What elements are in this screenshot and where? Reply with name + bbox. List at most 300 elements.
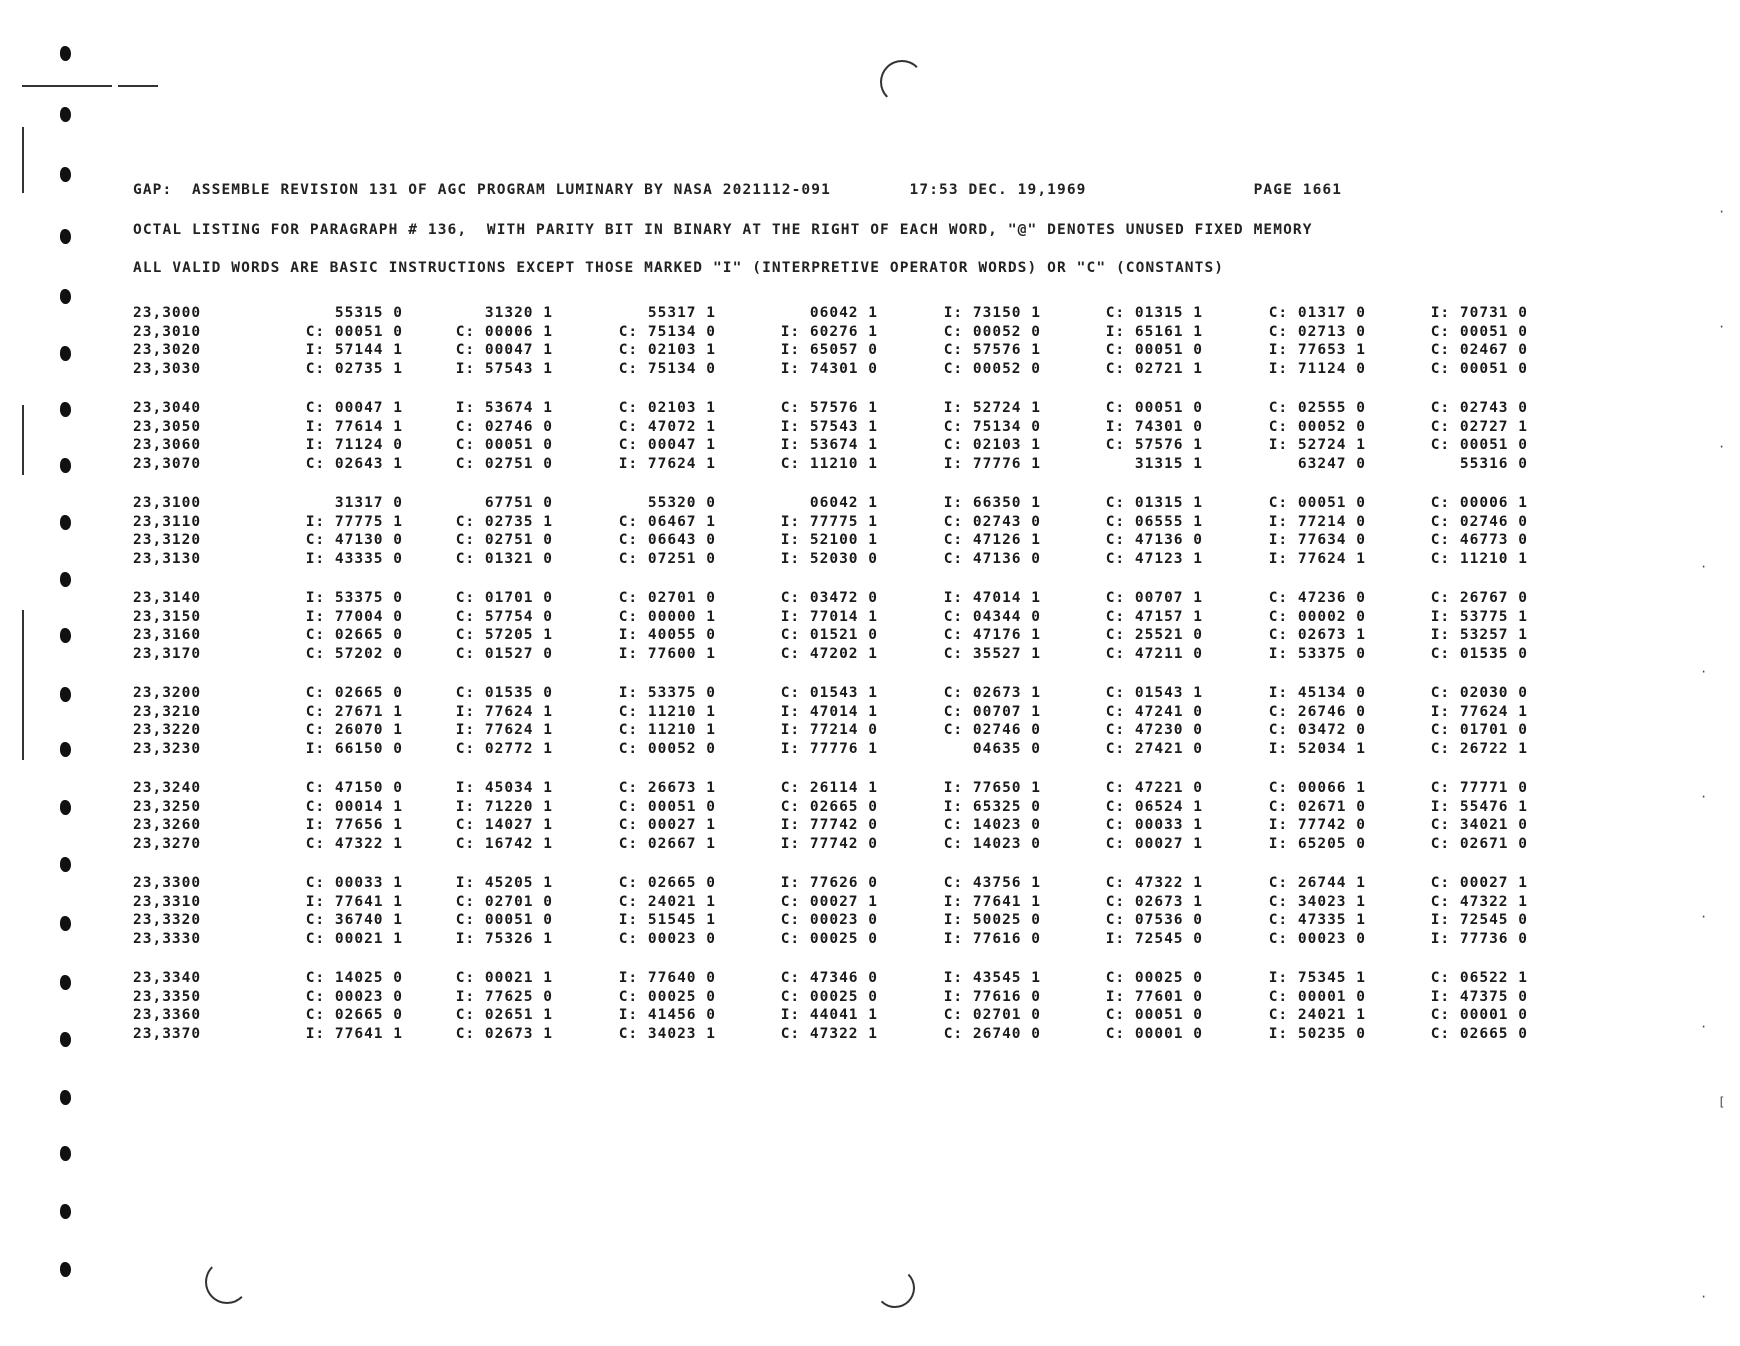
octal-word: C: 47136 0 (943, 550, 1041, 567)
octal-word: C: 24021 1 (618, 893, 716, 910)
octal-word: I: 53375 0 (618, 685, 716, 701)
octal-word: C: 47322 1 (1430, 893, 1528, 910)
octal-word: C: 46773 0 (1430, 532, 1528, 548)
octal-word: C: 36740 1 (305, 912, 403, 928)
octal-word: C: 01315 1 (1105, 495, 1203, 511)
binder-hole-icon (60, 229, 71, 244)
octal-word: C: 00051 0 (455, 437, 553, 453)
octal-word: C: 00027 1 (1105, 835, 1203, 852)
octal-word: I: 77624 1 (455, 722, 553, 738)
octal-word: C: 47157 1 (1105, 608, 1203, 625)
octal-word: C: 24021 1 (1268, 1007, 1366, 1023)
octal-word: C: 47211 0 (1105, 645, 1203, 662)
octal-word: 55320 0 (647, 495, 716, 511)
row-address: 23,3150 (133, 608, 202, 625)
octal-word: I: 53674 1 (455, 400, 553, 416)
margin-speck: · (1700, 665, 1708, 679)
octal-word: C: 26114 1 (780, 780, 878, 796)
octal-word: C: 01535 0 (455, 685, 553, 701)
octal-word: C: 43756 1 (943, 875, 1041, 891)
octal-word: I: 77653 1 (1268, 342, 1366, 358)
octal-word: I: 53375 0 (305, 590, 403, 606)
row-address: 23,3000 (133, 305, 202, 321)
octal-word: C: 47346 0 (780, 970, 878, 986)
octal-word: C: 26744 1 (1268, 875, 1366, 891)
row-address: 23,3140 (133, 590, 202, 606)
binder-hole-icon (60, 515, 71, 530)
octal-word: I: 40055 0 (618, 627, 716, 643)
octal-word: C: 00025 0 (618, 988, 716, 1005)
octal-word: I: 77775 1 (780, 513, 878, 530)
octal-word: I: 77656 1 (305, 817, 403, 833)
octal-word: I: 77614 1 (305, 418, 403, 435)
octal-word: C: 02665 0 (305, 685, 403, 701)
octal-word: I: 44041 1 (780, 1007, 878, 1023)
row-address: 23,3200 (133, 685, 202, 701)
octal-word: I: 77742 0 (780, 835, 878, 852)
octal-word: C: 35527 1 (943, 645, 1041, 662)
octal-word: C: 02643 1 (305, 455, 403, 472)
octal-word: C: 00006 1 (1430, 495, 1528, 511)
octal-word: C: 16742 1 (455, 835, 553, 852)
scan-arc (875, 1268, 915, 1308)
octal-word: I: 77641 1 (943, 893, 1041, 910)
octal-word: I: 53674 1 (780, 437, 878, 453)
octal-word: C: 26746 0 (1268, 703, 1366, 720)
margin-speck: · (1700, 910, 1708, 924)
octal-word: C: 04344 0 (943, 608, 1041, 625)
octal-word: C: 25521 0 (1105, 627, 1203, 643)
octal-word: C: 27671 1 (305, 703, 403, 720)
octal-word: 31317 0 (334, 495, 403, 511)
octal-word: C: 75134 0 (943, 418, 1041, 435)
octal-word: I: 77641 1 (305, 893, 403, 910)
binder-hole-icon (60, 742, 71, 757)
octal-word: I: 77624 1 (618, 455, 716, 472)
octal-word: C: 47123 1 (1105, 550, 1203, 567)
octal-word: I: 50235 0 (1268, 1025, 1366, 1042)
binder-hole-icon (60, 687, 71, 702)
octal-word: C: 00021 1 (455, 970, 553, 986)
octal-word: C: 00707 1 (1105, 590, 1203, 606)
margin-speck: · (1718, 205, 1726, 219)
octal-word: C: 02467 0 (1430, 342, 1528, 358)
octal-word: I: 47014 1 (780, 703, 878, 720)
octal-word: I: 77624 1 (455, 703, 553, 720)
octal-word: I: 73150 1 (943, 305, 1041, 321)
octal-word: C: 11210 1 (780, 455, 878, 472)
octal-word: I: 77625 0 (455, 988, 553, 1005)
octal-word: C: 02665 0 (305, 627, 403, 643)
octal-word: I: 72545 0 (1430, 912, 1528, 928)
octal-word: C: 47221 0 (1105, 780, 1203, 796)
octal-word: C: 47072 1 (618, 418, 716, 435)
binder-hole-icon (60, 458, 71, 473)
octal-word: C: 02772 1 (455, 740, 553, 757)
row-address: 23,3320 (133, 912, 202, 928)
octal-word: I: 53257 1 (1430, 627, 1528, 643)
octal-word: C: 07251 0 (618, 550, 716, 567)
octal-word: I: 66350 1 (943, 495, 1041, 511)
octal-word: C: 75134 0 (618, 360, 716, 377)
octal-word: C: 02665 0 (305, 1007, 403, 1023)
octal-word: C: 14025 0 (305, 970, 403, 986)
octal-word: C: 02746 0 (455, 418, 553, 435)
octal-word: I: 77776 1 (943, 455, 1041, 472)
octal-word: I: 41456 0 (618, 1007, 716, 1023)
octal-word: C: 00000 1 (618, 608, 716, 625)
octal-word: C: 47322 1 (780, 1025, 878, 1042)
octal-word: C: 02103 1 (943, 437, 1041, 453)
octal-word: I: 77775 1 (305, 513, 403, 530)
octal-word: C: 02673 1 (943, 685, 1041, 701)
octal-word: I: 57543 1 (780, 418, 878, 435)
octal-word: C: 03472 0 (780, 590, 878, 606)
octal-word: C: 00066 1 (1268, 780, 1366, 796)
octal-word: I: 74301 0 (780, 360, 878, 377)
octal-word: C: 47176 1 (943, 627, 1041, 643)
row-address: 23,3030 (133, 360, 202, 377)
octal-word: I: 77616 0 (943, 930, 1041, 947)
octal-word: C: 01527 0 (455, 645, 553, 662)
octal-word: C: 02743 0 (1430, 400, 1528, 416)
octal-word: C: 00027 1 (1430, 875, 1528, 891)
octal-word: 63247 0 (1297, 455, 1366, 472)
octal-word: C: 77771 0 (1430, 780, 1528, 796)
octal-word: C: 00033 1 (1105, 817, 1203, 833)
octal-word: I: 43335 0 (305, 550, 403, 567)
octal-word: C: 00051 0 (305, 323, 403, 340)
binder-hole-icon (60, 1204, 71, 1219)
octal-word: C: 00051 0 (1105, 1007, 1203, 1023)
octal-word: C: 02713 0 (1268, 323, 1366, 340)
listing-title-line: GAP: ASSEMBLE REVISION 131 OF AGC PROGRAM LUMINARY BY NASA 2021112-091 17:53 DEC. 19,1969 PAGE 1661 (133, 182, 1343, 198)
listing-legend-line: ALL VALID WORDS ARE BASIC INSTRUCTIONS EXCEPT THOSE MARKED "I" (INTERPRETIVE OPERATOR WORDS) OR "C" (CONSTANTS) (133, 260, 1225, 276)
octal-word: C: 14023 0 (943, 835, 1041, 852)
octal-word: I: 77014 1 (780, 608, 878, 625)
octal-word: C: 34021 0 (1430, 817, 1528, 833)
octal-word: C: 02665 0 (780, 798, 878, 815)
octal-word: I: 77640 0 (618, 970, 716, 986)
octal-word: C: 57202 0 (305, 645, 403, 662)
binder-hole-icon (60, 167, 71, 182)
octal-word: C: 00023 0 (305, 988, 403, 1005)
octal-word: I: 71124 0 (1268, 360, 1366, 377)
octal-word: C: 02746 0 (943, 722, 1041, 738)
octal-word: 55316 0 (1459, 455, 1528, 472)
octal-word: I: 43545 1 (943, 970, 1041, 986)
row-address: 23,3230 (133, 740, 202, 757)
row-address: 23,3330 (133, 930, 202, 947)
octal-word: C: 00051 0 (1105, 342, 1203, 358)
octal-word: C: 02667 1 (618, 835, 716, 852)
octal-word: I: 45205 1 (455, 875, 553, 891)
binder-hole-strip (52, 40, 82, 1340)
octal-word: C: 00025 0 (780, 930, 878, 947)
binder-hole-icon (60, 857, 71, 872)
octal-word: C: 57576 1 (943, 342, 1041, 358)
octal-word: C: 02673 1 (1105, 893, 1203, 910)
octal-word: C: 02735 1 (305, 360, 403, 377)
octal-word: C: 00051 0 (1430, 323, 1528, 340)
margin-scratch (118, 85, 158, 87)
octal-word: I: 47014 1 (943, 590, 1041, 606)
octal-word: C: 47241 0 (1105, 703, 1203, 720)
octal-word: C: 02746 0 (1430, 513, 1528, 530)
octal-word: C: 00001 0 (1105, 1025, 1203, 1042)
octal-word: C: 47335 1 (1268, 912, 1366, 928)
octal-word: C: 00033 1 (305, 875, 403, 891)
octal-word: C: 02103 1 (618, 400, 716, 416)
row-address: 23,3040 (133, 400, 202, 416)
octal-word: C: 02671 0 (1268, 798, 1366, 815)
binder-hole-icon (60, 289, 71, 304)
binder-hole-icon (60, 402, 71, 417)
octal-word: I: 52724 1 (943, 400, 1041, 416)
row-address: 23,3130 (133, 550, 202, 567)
octal-word: C: 01521 0 (780, 627, 878, 643)
octal-word: 31320 1 (484, 305, 553, 321)
octal-word: I: 77214 0 (780, 722, 878, 738)
octal-word: C: 11210 1 (618, 722, 716, 738)
octal-word: I: 52034 1 (1268, 740, 1366, 757)
octal-word: I: 77624 1 (1268, 550, 1366, 567)
margin-scratch (22, 85, 112, 87)
binder-hole-icon (60, 1032, 71, 1047)
octal-word: I: 66150 0 (305, 740, 403, 757)
octal-word: I: 77616 0 (943, 988, 1041, 1005)
margin-line (22, 405, 24, 475)
octal-word: 67751 0 (484, 495, 553, 511)
octal-word: C: 26722 1 (1430, 740, 1528, 757)
octal-word: I: 60276 1 (780, 323, 878, 340)
octal-word: C: 06467 1 (618, 513, 716, 530)
octal-word: I: 52030 0 (780, 550, 878, 567)
octal-word: C: 02751 0 (455, 455, 553, 472)
octal-word: I: 77641 1 (305, 1025, 403, 1042)
octal-word: I: 52724 1 (1268, 437, 1366, 453)
octal-word: C: 01543 1 (780, 685, 878, 701)
octal-word: C: 26740 0 (943, 1025, 1041, 1042)
octal-word: I: 65057 0 (780, 342, 878, 358)
row-address: 23,3340 (133, 970, 202, 986)
octal-word: C: 47236 0 (1268, 590, 1366, 606)
binder-hole-icon (60, 1090, 71, 1105)
octal-word: C: 02671 0 (1430, 835, 1528, 852)
binder-hole-icon (60, 1146, 71, 1161)
octal-word: 55315 0 (334, 305, 403, 321)
octal-word: C: 07536 0 (1105, 912, 1203, 928)
scan-arc (880, 60, 924, 104)
octal-word: I: 65161 1 (1105, 323, 1203, 340)
octal-word: C: 34023 1 (1268, 893, 1366, 910)
binder-hole-icon (60, 346, 71, 361)
octal-word: I: 70731 0 (1430, 305, 1528, 321)
octal-word: C: 00027 1 (618, 817, 716, 833)
octal-word: C: 47136 0 (1105, 532, 1203, 548)
octal-word: C: 00047 1 (455, 342, 553, 358)
octal-word: I: 77634 0 (1268, 532, 1366, 548)
margin-speck: [ (1718, 1095, 1726, 1109)
row-address: 23,3160 (133, 627, 202, 643)
octal-word: C: 02727 1 (1430, 418, 1528, 435)
octal-word: I: 71124 0 (305, 437, 403, 453)
octal-word: C: 06524 1 (1105, 798, 1203, 815)
octal-word: C: 02665 0 (1430, 1025, 1528, 1042)
octal-word: I: 53775 1 (1430, 608, 1528, 625)
octal-word: I: 52100 1 (780, 532, 878, 548)
octal-word: I: 50025 0 (943, 912, 1041, 928)
octal-word: C: 47130 0 (305, 532, 403, 548)
octal-word: C: 02665 0 (618, 875, 716, 891)
octal-word: C: 47322 1 (305, 835, 403, 852)
octal-word: I: 71220 1 (455, 798, 553, 815)
row-address: 23,3170 (133, 645, 202, 662)
row-address: 23,3240 (133, 780, 202, 796)
octal-word: 04635 0 (972, 740, 1041, 757)
scan-arc (205, 1260, 249, 1304)
octal-word: C: 02701 0 (455, 893, 553, 910)
row-address: 23,3120 (133, 532, 202, 548)
octal-word: C: 57205 1 (455, 627, 553, 643)
margin-speck: · (1700, 1290, 1708, 1304)
octal-word: C: 02555 0 (1268, 400, 1366, 416)
octal-word: C: 00051 0 (455, 912, 553, 928)
octal-word: I: 53375 0 (1268, 645, 1366, 662)
octal-word: C: 01535 0 (1430, 645, 1528, 662)
octal-word: C: 02673 1 (455, 1025, 553, 1042)
octal-word: C: 01321 0 (455, 550, 553, 567)
octal-word: 55317 1 (647, 305, 716, 321)
octal-word: C: 47126 1 (943, 532, 1041, 548)
octal-word: I: 77624 1 (1430, 703, 1528, 720)
octal-word: C: 02701 0 (943, 1007, 1041, 1023)
binder-hole-icon (60, 800, 71, 815)
octal-word: C: 57576 1 (1105, 437, 1203, 453)
binder-hole-icon (60, 107, 71, 122)
octal-word: I: 77742 0 (780, 817, 878, 833)
octal-word: C: 00001 0 (1430, 1007, 1528, 1023)
margin-speck: · (1718, 320, 1726, 334)
margin-speck: · (1700, 560, 1708, 574)
octal-word: I: 77601 0 (1105, 988, 1203, 1005)
octal-word: C: 00052 0 (943, 360, 1041, 377)
octal-word: C: 02743 0 (943, 513, 1041, 530)
binder-hole-icon (60, 572, 71, 587)
octal-word: C: 02751 0 (455, 532, 553, 548)
row-address: 23,3360 (133, 1007, 202, 1023)
binder-hole-icon (60, 628, 71, 643)
margin-speck: · (1700, 790, 1708, 804)
octal-word: C: 00002 0 (1268, 608, 1366, 625)
octal-word: C: 00051 0 (1105, 400, 1203, 416)
octal-word: C: 00006 1 (455, 323, 553, 340)
octal-word: I: 65325 0 (943, 798, 1041, 815)
binder-hole-icon (60, 1262, 71, 1277)
octal-word: I: 72545 0 (1105, 930, 1203, 947)
row-address: 23,3220 (133, 722, 202, 738)
row-address: 23,3060 (133, 437, 202, 453)
octal-word: I: 77004 0 (305, 608, 403, 625)
octal-word: 06042 1 (809, 495, 878, 511)
octal-word: C: 01315 1 (1105, 305, 1203, 321)
margin-speck: · (1718, 440, 1726, 454)
octal-word: I: 75326 1 (455, 930, 553, 947)
octal-word: C: 02651 1 (455, 1007, 553, 1023)
row-address: 23,3300 (133, 875, 202, 891)
octal-word: I: 57144 1 (305, 342, 403, 358)
octal-word: I: 45034 1 (455, 780, 553, 796)
octal-word: C: 00051 0 (1430, 360, 1528, 377)
octal-word: C: 00001 0 (1268, 988, 1366, 1005)
octal-word: C: 47202 1 (780, 645, 878, 662)
octal-word: I: 47375 0 (1430, 988, 1528, 1005)
row-address: 23,3250 (133, 798, 202, 815)
binder-hole-icon (60, 46, 71, 61)
octal-word: C: 57576 1 (780, 400, 878, 416)
row-address: 23,3010 (133, 323, 202, 340)
octal-word: C: 02103 1 (618, 342, 716, 358)
octal-word: I: 77600 1 (618, 645, 716, 662)
octal-word: C: 00027 1 (780, 893, 878, 910)
octal-word: I: 51545 1 (618, 912, 716, 928)
octal-word: C: 47322 1 (1105, 875, 1203, 891)
octal-word: 31315 1 (1134, 455, 1203, 472)
octal-word: C: 14027 1 (455, 817, 553, 833)
margin-speck: · (1700, 1020, 1708, 1034)
octal-word: I: 77214 0 (1268, 513, 1366, 530)
row-address: 23,3270 (133, 835, 202, 852)
octal-word: C: 02030 0 (1430, 685, 1528, 701)
octal-word: C: 00052 0 (618, 740, 716, 757)
octal-word: C: 00707 1 (943, 703, 1041, 720)
octal-word: C: 02701 0 (618, 590, 716, 606)
octal-word: 06042 1 (809, 305, 878, 321)
octal-word: C: 06522 1 (1430, 970, 1528, 986)
octal-word: C: 00023 0 (1268, 930, 1366, 947)
binder-hole-icon (60, 916, 71, 931)
octal-word: I: 77742 0 (1268, 817, 1366, 833)
octal-word: C: 06555 1 (1105, 513, 1203, 530)
octal-word: C: 01543 1 (1105, 685, 1203, 701)
octal-word: C: 00025 0 (780, 988, 878, 1005)
octal-word: C: 34023 1 (618, 1025, 716, 1042)
octal-word: C: 00023 0 (618, 930, 716, 947)
octal-word: I: 55476 1 (1430, 798, 1528, 815)
row-address: 23,3350 (133, 988, 202, 1005)
octal-word: C: 06643 0 (618, 532, 716, 548)
row-address: 23,3050 (133, 418, 202, 435)
octal-word: C: 03472 0 (1268, 722, 1366, 738)
margin-line (22, 127, 24, 193)
row-address: 23,3020 (133, 342, 202, 358)
row-address: 23,3310 (133, 893, 202, 910)
octal-word: C: 00051 0 (1430, 437, 1528, 453)
octal-word: C: 14023 0 (943, 817, 1041, 833)
octal-word: C: 01701 0 (455, 590, 553, 606)
row-address: 23,3100 (133, 495, 202, 511)
octal-word: I: 74301 0 (1105, 418, 1203, 435)
octal-word: I: 77626 0 (780, 875, 878, 891)
octal-word: C: 00051 0 (618, 798, 716, 815)
octal-word: C: 26673 1 (618, 780, 716, 796)
octal-word: I: 57543 1 (455, 360, 553, 377)
octal-word: I: 45134 0 (1268, 685, 1366, 701)
octal-word: C: 47230 0 (1105, 722, 1203, 738)
octal-word: C: 01317 0 (1268, 305, 1366, 321)
octal-word: C: 01701 0 (1430, 722, 1528, 738)
octal-word: C: 27421 0 (1105, 740, 1203, 757)
